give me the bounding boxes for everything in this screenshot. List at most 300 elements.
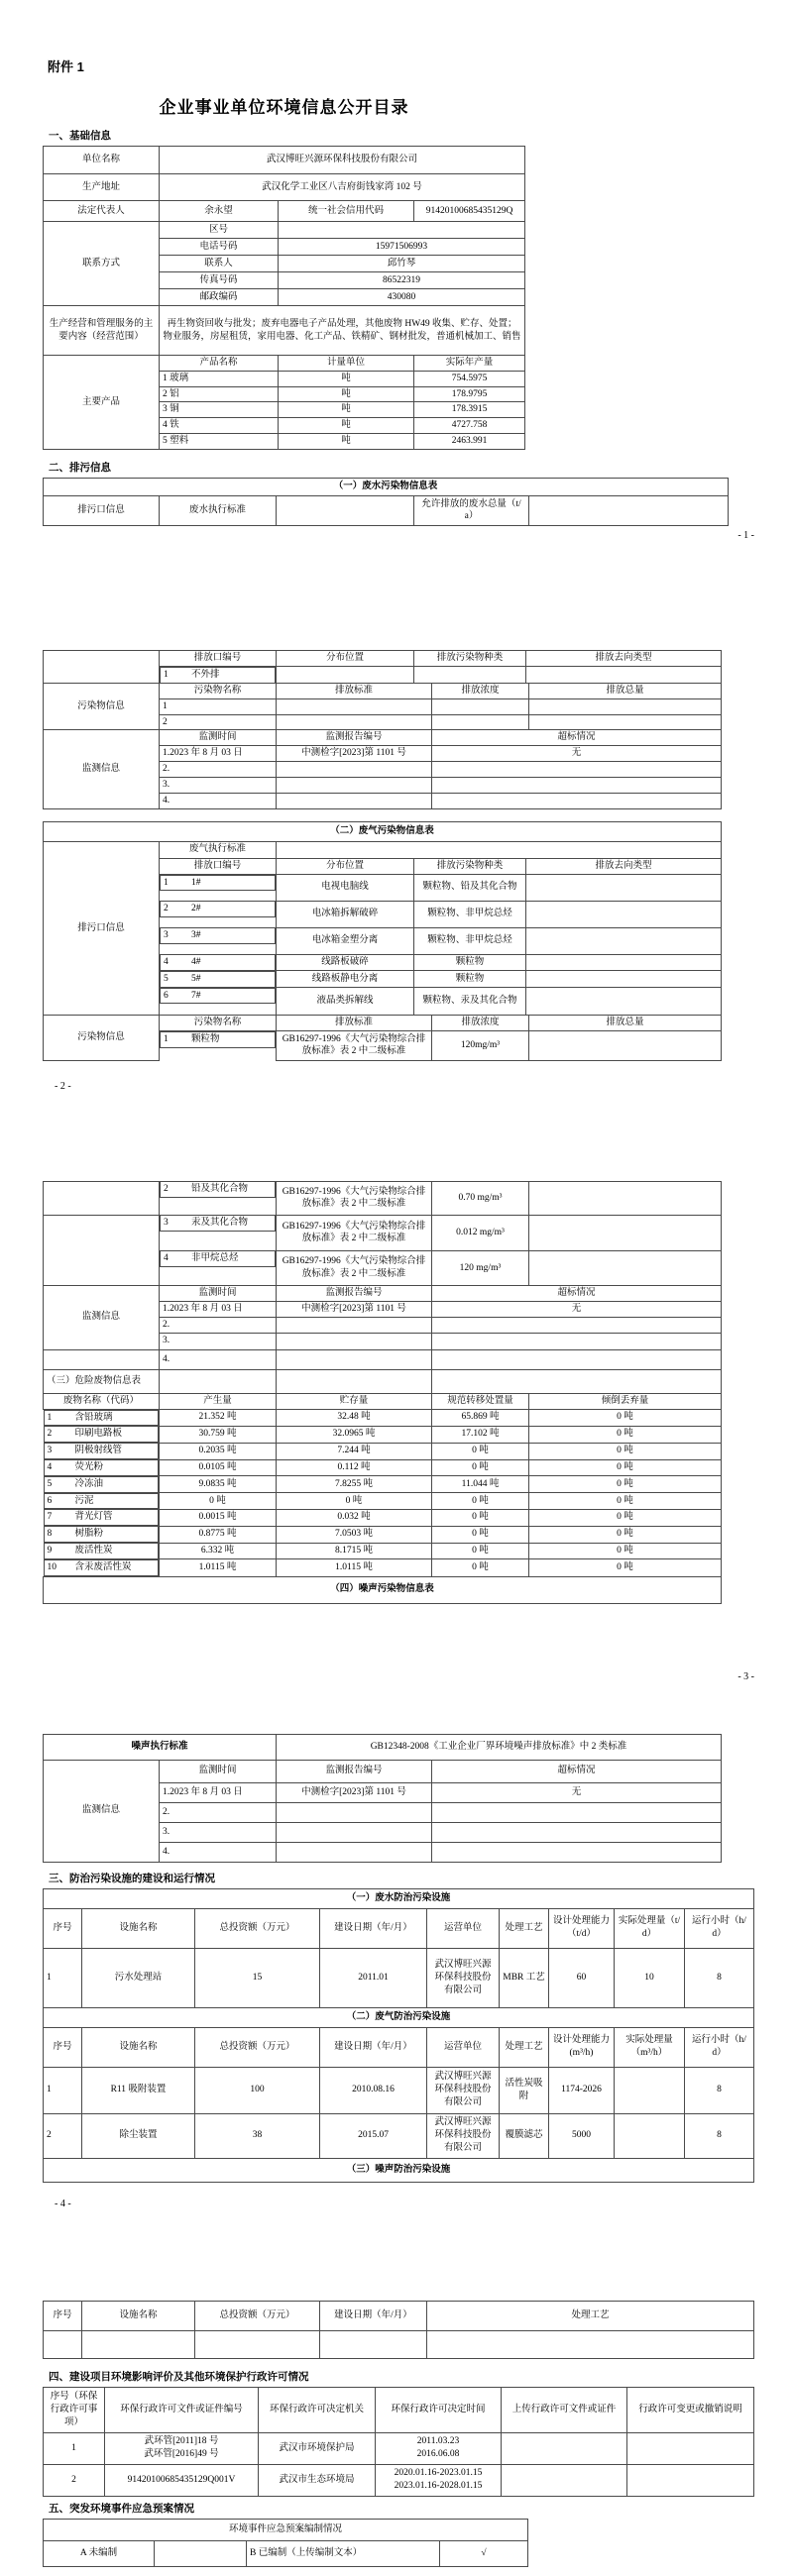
outlet-code: 2# xyxy=(191,904,201,913)
cell: 传真号码 xyxy=(160,272,279,289)
scope-label: 生产经营和管理服务的主要内容（经营范围） xyxy=(44,306,160,356)
cell: 除尘装置 xyxy=(82,2113,195,2158)
cell: 7.8255 吨 xyxy=(277,1476,432,1493)
cell: 2 铝 xyxy=(160,386,279,402)
empty-cell xyxy=(432,793,722,808)
empty-cell xyxy=(502,2464,627,2496)
table-row xyxy=(44,650,722,666)
empty-cell xyxy=(432,714,529,730)
col-header: 建设日期（年/月） xyxy=(320,2027,427,2067)
cell xyxy=(160,1215,276,1232)
col-header: 排放口编号 xyxy=(160,858,277,874)
empty-cell xyxy=(44,1181,160,1215)
table-row xyxy=(44,730,722,746)
cell: 电视电脑线 xyxy=(277,874,414,901)
table-row xyxy=(44,2007,754,2027)
cell: 8.1715 吨 xyxy=(277,1543,432,1559)
empty-cell xyxy=(432,1802,722,1822)
cell: 0 吨 xyxy=(529,1509,722,1526)
cell xyxy=(160,1250,276,1267)
col-header: 污染物名称 xyxy=(160,684,277,699)
outlet-code: 4# xyxy=(191,957,201,967)
cell: 吨 xyxy=(279,371,414,386)
cell: 无 xyxy=(432,1301,722,1317)
row-num: 4 xyxy=(164,1253,169,1264)
empty-cell xyxy=(432,698,529,714)
col-header: 运行小时（h/d） xyxy=(685,2027,754,2067)
empty-cell xyxy=(502,2432,627,2464)
col-header: 处理工艺 xyxy=(500,2027,549,2067)
cell xyxy=(44,1543,160,1559)
cell: 0.0105 吨 xyxy=(160,1459,277,1476)
unit-name-label: 单位名称 xyxy=(44,147,160,174)
empty-cell xyxy=(277,1822,432,1842)
col-header: 排放污染物种类 xyxy=(414,650,526,666)
cell xyxy=(376,2464,502,2496)
col-header: 总投资额（万元） xyxy=(195,2027,320,2067)
cell: 0.70 mg/m³ xyxy=(432,1181,529,1215)
table-row xyxy=(44,2540,528,2566)
cell xyxy=(44,1493,160,1510)
cell xyxy=(160,954,276,971)
table-row xyxy=(44,2301,754,2330)
col-header: 分布位置 xyxy=(277,650,414,666)
cell xyxy=(44,1509,160,1526)
col-header: 排放标准 xyxy=(277,684,432,699)
cell xyxy=(105,2464,259,2496)
unit-name-value: 武汉博旺兴源环保科技股份有限公司 xyxy=(160,147,525,174)
cell xyxy=(44,1459,160,1476)
cell xyxy=(160,988,276,1005)
cell: 5000 xyxy=(549,2113,615,2158)
waste-name: 含铅玻璃 xyxy=(74,1412,113,1423)
table-row xyxy=(44,1443,722,1459)
table-title: （二）废气污染物信息表 xyxy=(44,821,722,841)
empty-cell xyxy=(44,1349,160,1369)
cell: 吨 xyxy=(279,386,414,402)
cell: 2. xyxy=(160,1317,277,1333)
cell: 活性炭吸附 xyxy=(500,2067,549,2113)
cell: 9.0835 吨 xyxy=(160,1476,277,1493)
row-num: 2 xyxy=(164,1184,169,1195)
table-row xyxy=(44,1459,722,1476)
cell: 允许排放的废水总量（t/a） xyxy=(414,495,529,525)
cell: 2 xyxy=(44,2464,105,2496)
empty-cell xyxy=(44,2330,82,2358)
empty-cell xyxy=(277,793,432,808)
cell: 65.869 吨 xyxy=(432,1409,529,1426)
table-row xyxy=(44,1576,722,1603)
outlet-code: 3# xyxy=(191,930,201,940)
col-header: 超标情况 xyxy=(432,1760,722,1782)
empty-cell xyxy=(277,1842,432,1862)
table-title: （四）噪声污染物信息表 xyxy=(44,1576,722,1603)
cell: 2 xyxy=(44,2113,82,2158)
cell: 覆膜滤芯 xyxy=(500,2113,549,2158)
cell: 1.0115 吨 xyxy=(160,1559,277,1576)
cell: 2011.01 xyxy=(320,1948,427,2007)
row-num: 4 xyxy=(47,1462,53,1472)
col-header: 分布位置 xyxy=(277,858,414,874)
cell: 0 吨 xyxy=(529,1409,722,1426)
check-mark: √ xyxy=(440,2540,528,2566)
col-header: 排放去向类型 xyxy=(526,858,722,874)
row-num: 7 xyxy=(47,1512,53,1523)
table-row xyxy=(44,684,722,699)
cell: 4727.758 xyxy=(414,418,525,434)
cell: R11 吸附装置 xyxy=(82,2067,195,2113)
col-header: 规范转移处置量 xyxy=(432,1393,529,1409)
empty-cell xyxy=(432,762,722,778)
waste-name: 废活性炭 xyxy=(74,1546,113,1556)
monitoring-info-label: 监测信息 xyxy=(44,1285,160,1349)
cell: 中测检字[2023]第 1101 号 xyxy=(277,746,432,762)
cell: 吨 xyxy=(279,418,414,434)
cell: 2. xyxy=(160,1802,277,1822)
cell: 1 xyxy=(160,698,277,714)
cell: 吨 xyxy=(279,434,414,450)
cell: GB16297-1996《大气污染物综合排放标准》表 2 中二级标准 xyxy=(277,1181,432,1215)
empty-cell xyxy=(277,1369,432,1393)
empty-cell xyxy=(277,762,432,778)
cell: 4. xyxy=(160,1842,277,1862)
table-row xyxy=(44,1888,754,1908)
cell: 0 吨 xyxy=(529,1426,722,1443)
permit-date-line: 2020.01.16-2023.01.15 xyxy=(394,2468,483,2479)
table-row xyxy=(44,1734,722,1760)
cell: 武汉博旺兴源环保科技股份有限公司 xyxy=(427,1948,500,2007)
col-header: 超标情况 xyxy=(432,1285,722,1301)
table-row xyxy=(44,478,729,495)
col-header: 产生量 xyxy=(160,1393,277,1409)
cell: 0 吨 xyxy=(529,1559,722,1576)
table-title: （一）废水污染物信息表 xyxy=(44,478,729,495)
col-header: 环保行政许可决定机关 xyxy=(259,2387,376,2432)
cell: 液晶类拆解线 xyxy=(277,988,414,1016)
cell: 0 吨 xyxy=(529,1459,722,1476)
empty-cell xyxy=(526,954,722,971)
section-heading-basic: 一、基础信息 xyxy=(49,130,111,142)
table-row xyxy=(44,201,525,222)
outlet-code: 1# xyxy=(191,877,201,888)
cell: 颗粒物、汞及其化合物 xyxy=(414,988,526,1016)
col-header: 建设日期（年/月） xyxy=(320,1908,427,1948)
uscc-label: 统一社会信用代码 xyxy=(279,201,414,222)
table-row xyxy=(44,1409,722,1426)
empty-cell xyxy=(277,666,414,683)
waste-name: 荧光粉 xyxy=(74,1462,104,1472)
col-header: 排放污染物种类 xyxy=(414,858,526,874)
cell: 1 xyxy=(44,1948,82,2007)
row-num: 1 xyxy=(164,877,169,888)
cell: 0 吨 xyxy=(432,1459,529,1476)
empty-cell xyxy=(277,1333,432,1349)
wastewater-table-cont xyxy=(43,650,793,809)
pollutant-name: 非甲烷总烃 xyxy=(191,1253,239,1264)
cell: 4. xyxy=(160,1349,277,1369)
cell: 颗粒物、非甲烷总烃 xyxy=(414,927,526,954)
products-label: 主要产品 xyxy=(44,356,160,450)
col-header: 实际处理量（t/d） xyxy=(615,1908,685,1948)
cell: 32.0965 吨 xyxy=(277,1426,432,1443)
contact-label: 联系方式 xyxy=(44,222,160,306)
col-header: 监测时间 xyxy=(160,730,277,746)
empty-cell xyxy=(529,1215,722,1250)
col-header: 序号 xyxy=(44,1908,82,1948)
cell: 32.48 吨 xyxy=(277,1409,432,1426)
table-row xyxy=(44,2158,754,2182)
empty-cell xyxy=(432,1333,722,1349)
waste-name: 印刷电路板 xyxy=(74,1429,123,1440)
uscc-value: 91420100685435129Q xyxy=(414,201,525,222)
plan-option-a: A 未编制 xyxy=(44,2540,155,2566)
waste-name: 阴极射线管 xyxy=(74,1446,123,1456)
col-header: 产品名称 xyxy=(160,356,279,372)
col-header: 序号 xyxy=(44,2027,82,2067)
empty-cell xyxy=(526,874,722,901)
cell: 60 xyxy=(549,1948,615,2007)
cell: 0.2035 吨 xyxy=(160,1443,277,1459)
empty-cell xyxy=(627,2464,754,2496)
cell: 7.0503 吨 xyxy=(277,1526,432,1543)
cell: 100 xyxy=(195,2067,320,2113)
empty-cell xyxy=(277,495,414,525)
cell: 10 xyxy=(615,1948,685,2007)
col-header: 监测时间 xyxy=(160,1760,277,1782)
cell: 178.3915 xyxy=(414,402,525,418)
col-header: 废物名称（代码） xyxy=(44,1393,160,1409)
cell: 0 吨 xyxy=(432,1526,529,1543)
col-header: 行政许可变更或撤销说明 xyxy=(627,2387,754,2432)
col-header: 污染物名称 xyxy=(160,1016,277,1031)
cell: 0 吨 xyxy=(160,1493,277,1510)
col-header: 设施名称 xyxy=(82,2027,195,2067)
cell xyxy=(160,1031,276,1048)
cell: 0 吨 xyxy=(529,1543,722,1559)
pollutant-name: 颗粒物 xyxy=(191,1033,220,1044)
cell: 6.332 吨 xyxy=(160,1543,277,1559)
table-row xyxy=(44,1215,722,1250)
cell: 3 铜 xyxy=(160,402,279,418)
permit-doc-line: 武环管[2011]18 号 xyxy=(144,2436,219,2447)
cell: 1.2023 年 8 月 03 日 xyxy=(160,1782,277,1802)
section-heading-facilities: 三、防治污染设施的建设和运行情况 xyxy=(49,1872,215,1884)
cell: 无 xyxy=(432,1782,722,1802)
attachment-label: 附件 1 xyxy=(48,59,84,74)
empty-cell xyxy=(44,1215,160,1285)
table-row xyxy=(44,1369,722,1393)
col-header: 运营单位 xyxy=(427,1908,500,1948)
table-row xyxy=(44,1760,722,1782)
cell: 0.032 吨 xyxy=(277,1509,432,1526)
col-header: 超标情况 xyxy=(432,730,722,746)
cell: 2463.991 xyxy=(414,434,525,450)
row-num: 3 xyxy=(164,930,169,940)
cell: 17.102 吨 xyxy=(432,1426,529,1443)
cell: 2015.07 xyxy=(320,2113,427,2158)
cell: 2 xyxy=(160,714,277,730)
empty-cell xyxy=(432,1822,722,1842)
permit-date-line: 2023.01.16-2028.01.15 xyxy=(394,2481,483,2492)
cell: 0 吨 xyxy=(432,1543,529,1559)
cell xyxy=(105,2432,259,2464)
row-num: 6 xyxy=(164,990,169,1001)
col-header: 上传行政许可文件或证件 xyxy=(502,2387,627,2432)
section-heading-emergency: 五、突发环境事件应急预案情况 xyxy=(49,2502,194,2515)
wastegas-table xyxy=(43,821,793,1061)
cell: 联系人 xyxy=(160,256,279,272)
cell: 邮政编码 xyxy=(160,289,279,306)
cell: 15971506993 xyxy=(279,239,525,256)
cell xyxy=(160,667,276,684)
cell xyxy=(44,1426,160,1443)
cell: 1.2023 年 8 月 03 日 xyxy=(160,746,277,762)
row-num: 3 xyxy=(164,1218,169,1229)
noise-table xyxy=(43,1734,793,1863)
cell: 1.0115 吨 xyxy=(277,1559,432,1576)
col-header: 实际处理量（m³/h） xyxy=(615,2027,685,2067)
cell xyxy=(44,1443,160,1459)
address-value: 武汉化学工业区八吉府街钱家湾 102 号 xyxy=(160,174,525,201)
cell: 武汉市环境保护局 xyxy=(259,2432,376,2464)
waste-name: 含汞废活性炭 xyxy=(74,1561,132,1572)
page-number-1: - 1 - xyxy=(737,529,754,541)
empty-cell xyxy=(279,222,525,239)
cell xyxy=(376,2432,502,2464)
col-header: 监测报告编号 xyxy=(277,1285,432,1301)
empty-cell xyxy=(432,1349,722,1369)
col-header: 排放总量 xyxy=(529,684,722,699)
cell: 3. xyxy=(160,1333,277,1349)
cell: 1 xyxy=(44,2432,105,2464)
pollutant-info-label: 污染物信息 xyxy=(44,1016,160,1061)
table-row xyxy=(44,1948,754,2007)
col-header: 设施名称 xyxy=(82,1908,195,1948)
empty-cell xyxy=(627,2432,754,2464)
empty-cell xyxy=(195,2330,320,2358)
cell: 1 玻璃 xyxy=(160,371,279,386)
section-heading-discharge: 二、排污信息 xyxy=(49,461,111,474)
monitoring-info-label: 监测信息 xyxy=(44,730,160,808)
row-num: 9 xyxy=(47,1546,53,1556)
waste-name: 树脂粉 xyxy=(74,1529,104,1540)
cell: 中测检字[2023]第 1101 号 xyxy=(277,1301,432,1317)
cell: 0 吨 xyxy=(529,1443,722,1459)
empty-cell xyxy=(529,698,722,714)
col-header: 环保行政许可文件或证件编号 xyxy=(105,2387,259,2432)
row-num: 1 xyxy=(164,1033,169,1044)
legal-rep-label: 法定代表人 xyxy=(44,201,160,222)
cell: 4. xyxy=(160,793,277,808)
table-row xyxy=(44,2113,754,2158)
cell: 1.2023 年 8 月 03 日 xyxy=(160,1301,277,1317)
table-row xyxy=(44,2519,528,2540)
scope-value: 再生物资回收与批发；废弃电器电子产品处理，其他废物 HW49 收集、贮存、处置；物业服务，房屋租赁，家用电器、化工产品、铁精矿、钢材批发，普通机械加工、销售 xyxy=(160,306,525,356)
cell: 3. xyxy=(160,1822,277,1842)
empty-cell xyxy=(277,841,722,858)
cell: 3. xyxy=(160,777,277,793)
col-header: 建设日期（年/月） xyxy=(320,2301,427,2330)
cell: 0.112 吨 xyxy=(277,1459,432,1476)
basic-info-table xyxy=(43,146,525,450)
cell xyxy=(160,901,276,917)
legal-rep-value: 余永望 xyxy=(160,201,279,222)
row-num: 2 xyxy=(47,1429,53,1440)
cell: MBR 工艺 xyxy=(500,1948,549,2007)
row-num: 10 xyxy=(47,1561,57,1572)
cell: 21.352 吨 xyxy=(160,1409,277,1426)
empty-cell xyxy=(277,1802,432,1822)
col-header: 总投资额（万元） xyxy=(195,2301,320,2330)
cell xyxy=(160,875,276,892)
cell: 0 吨 xyxy=(432,1559,529,1576)
cell xyxy=(44,1410,160,1427)
table-row xyxy=(44,1476,722,1493)
cell: 4 铁 xyxy=(160,418,279,434)
cell: 0 吨 xyxy=(277,1493,432,1510)
cell: 1174-2026 xyxy=(549,2067,615,2113)
empty-cell xyxy=(277,1317,432,1333)
empty-cell xyxy=(529,1250,722,1285)
cell: 86522319 xyxy=(279,272,525,289)
cell: 吨 xyxy=(279,402,414,418)
col-header: 排放总量 xyxy=(529,1016,722,1031)
table-row xyxy=(44,1509,722,1526)
table-row xyxy=(44,2464,754,2496)
cell: 430080 xyxy=(279,289,525,306)
col-header: 监测报告编号 xyxy=(277,1760,432,1782)
table-row xyxy=(44,2432,754,2464)
cell: 11.044 吨 xyxy=(432,1476,529,1493)
cell: 线路板静电分离 xyxy=(277,971,414,988)
cell xyxy=(44,1559,160,1576)
col-header: 排放浓度 xyxy=(432,684,529,699)
page-number-3: - 3 - xyxy=(737,1670,754,1682)
cell: 30.759 吨 xyxy=(160,1426,277,1443)
cell: 废水执行标准 xyxy=(160,495,277,525)
cell xyxy=(160,971,276,988)
noise-facilities-table xyxy=(43,2301,754,2359)
table-row xyxy=(44,306,525,356)
cell: 8 xyxy=(685,2067,754,2113)
table-title: （一）废水防治污染设施 xyxy=(44,1888,754,1908)
outlet-code: 5# xyxy=(191,973,201,984)
cell: 0.0015 吨 xyxy=(160,1509,277,1526)
cell: GB16297-1996《大气污染物综合排放标准》表 2 中二级标准 xyxy=(277,1215,432,1250)
cell: 区号 xyxy=(160,222,279,239)
waste-name: 冷冻油 xyxy=(74,1478,104,1489)
facilities-table xyxy=(43,1888,754,2183)
row-num: 1 xyxy=(164,669,169,680)
hazwaste-label: （三）危险废物信息表 xyxy=(44,1369,160,1393)
cell: 5 塑料 xyxy=(160,434,279,450)
cell: 0 吨 xyxy=(432,1509,529,1526)
cell: 0 吨 xyxy=(529,1526,722,1543)
cell: GB16297-1996《大气污染物综合排放标准》表 2 中二级标准 xyxy=(277,1030,432,1060)
table-row xyxy=(44,495,729,525)
empty-cell xyxy=(529,495,729,525)
row-num: 8 xyxy=(47,1529,53,1540)
address-label: 生产地址 xyxy=(44,174,160,201)
row-num: 1 xyxy=(47,1412,53,1423)
cell: 颗粒物 xyxy=(414,954,526,971)
noise-std-value: GB12348-2008《工业企业厂界环境噪声排放标准》中 2 类标准 xyxy=(277,1734,722,1760)
col-header: 排放标准 xyxy=(277,1016,432,1031)
pollutant-name: 汞及其化合物 xyxy=(191,1218,249,1229)
cell: 0 吨 xyxy=(529,1476,722,1493)
page-number-2: - 2 - xyxy=(55,1080,71,1092)
table-row xyxy=(44,2067,754,2113)
